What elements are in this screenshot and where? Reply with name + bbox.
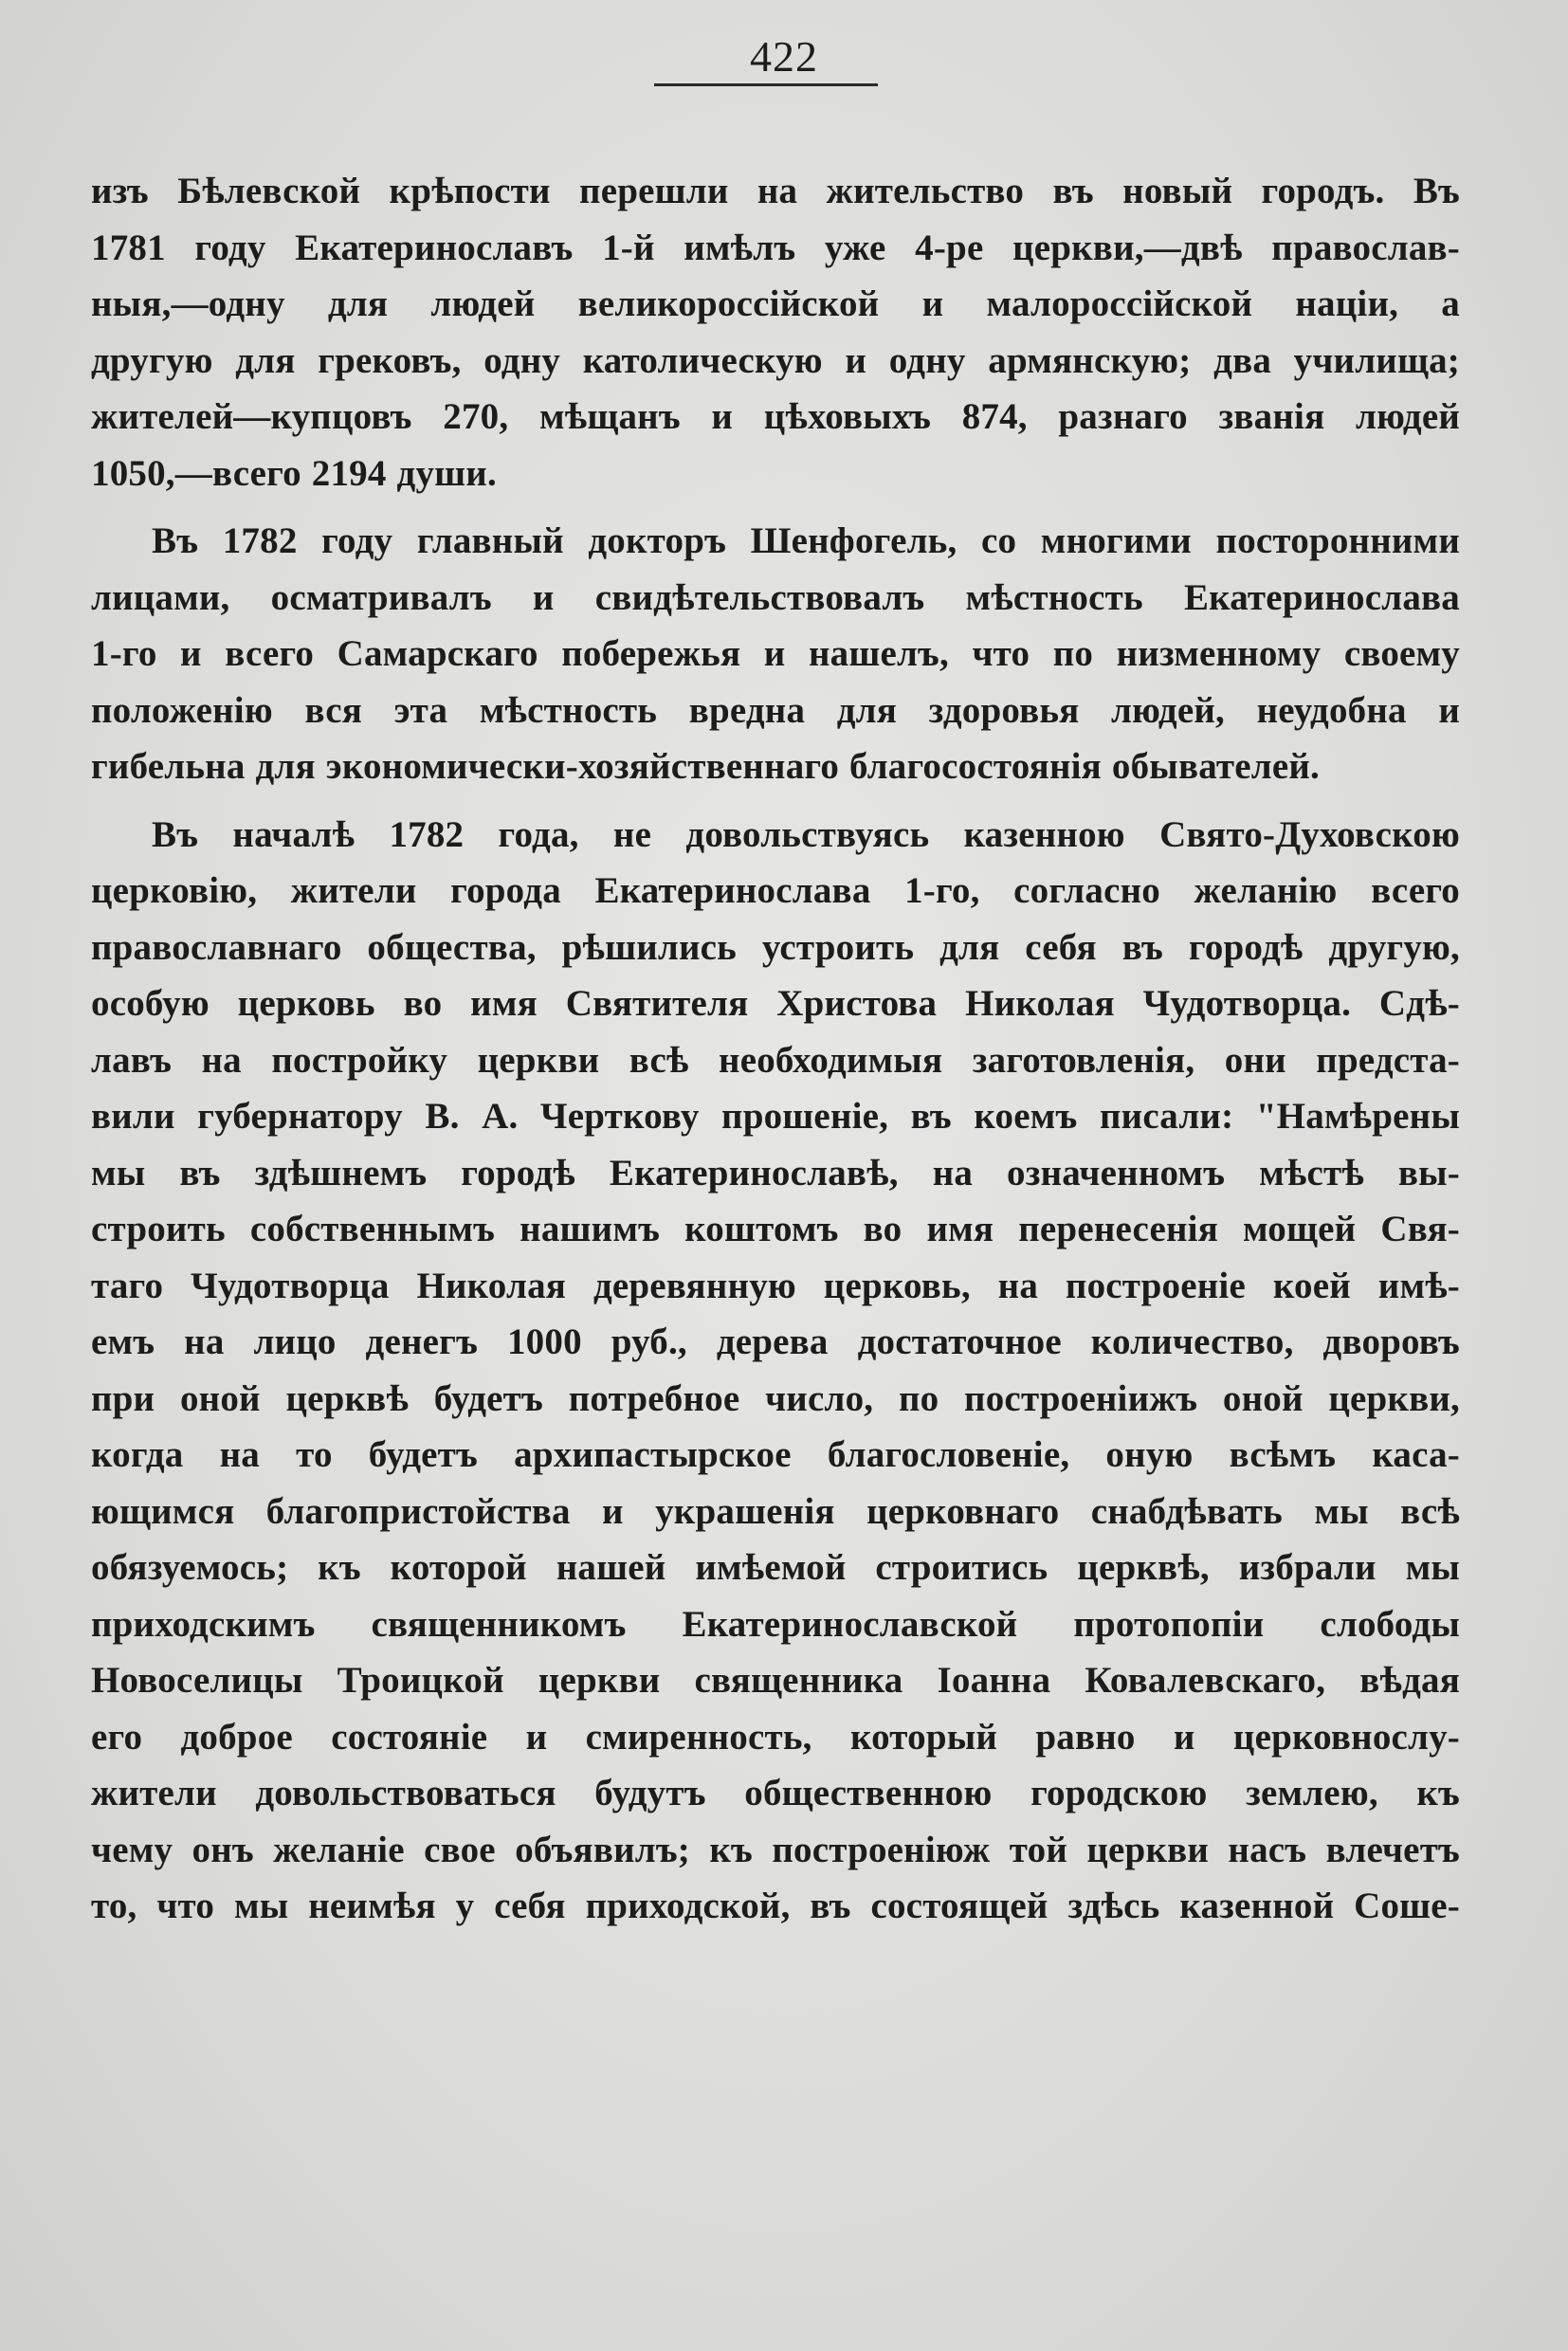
text-line: емъ на лицо денегъ 1000 руб., дерева достаточное количество, дворовъ	[91, 1321, 1460, 1362]
text-line: строить собственнымъ нашимъ коштомъ во имя перенесенія мощей Свя-	[91, 1209, 1460, 1249]
page-number: 422	[750, 32, 818, 81]
text-line: вили губернатору В. А. Черткову прошеніе, въ коемъ писали: "Намѣрены	[91, 1096, 1460, 1137]
text-line: Въ началѣ 1782 года, не довольствуясь казенною Свято-Духовскою	[152, 813, 1460, 855]
text-line: ющимся благопристойства и украшенія церковнаго снабдѣвать мы всѣ	[91, 1490, 1460, 1532]
text-line: жители довольствоваться будутъ общественною городскою землею, къ	[91, 1773, 1460, 1813]
text-line: ныя,—одну для людей великороссійской и малороссійской націи, а	[91, 283, 1460, 324]
text-line: 1-го и всего Самарскаго побережья и нашелъ, что по низменному своему	[91, 633, 1460, 674]
text-line: таго Чудотворца Николая деревянную церковь, на построеніе коей имѣ-	[91, 1265, 1460, 1306]
text-line: православнаго общества, рѣшились устроить для себя въ городѣ другую,	[91, 926, 1460, 968]
text-line: то, что мы неимѣя у себя приходской, въ состоящей здѣсь казенной Соше-	[91, 1886, 1460, 1926]
body-text	[91, 163, 1460, 1935]
text-line: другую для грековъ, одну католическую и одну армянскую; два училища;	[91, 339, 1460, 381]
text-line: его доброе состояніе и смиренность, который равно и церковнослу-	[91, 1716, 1460, 1758]
paragraph-gap	[91, 795, 1460, 807]
text-line: гибельна для экономически-хозяйственнаго благосостоянія обывателей.	[91, 746, 1320, 787]
text-line: жителей—купцовъ 270, мѣщанъ и цѣховыхъ 874, разнаго званія людей	[91, 396, 1460, 437]
text-line: мы въ здѣшнемъ городѣ Екатеринославѣ, на означенномъ мѣстѣ вы-	[91, 1152, 1460, 1194]
text-line: положенію вся эта мѣстность вредна для здоровья людей, неудобна и	[91, 689, 1460, 731]
text-line: лицами, осматривалъ и свидѣтельствовалъ мѣстность Екатеринослава	[91, 576, 1460, 618]
text-line: изъ Бѣлевской крѣпости перешли на жительство въ новый городъ. Въ	[91, 171, 1460, 211]
text-line: церковію, жители города Екатеринослава 1-го, согласно желанію всего	[91, 870, 1460, 911]
text-line: при оной церквѣ будетъ потребное число, по построеніижъ оной церкви,	[91, 1377, 1460, 1419]
text-line: чему онъ желаніе свое объявилъ; къ построеніюж той церкви насъ влечетъ	[91, 1829, 1460, 1870]
paragraph	[91, 513, 1460, 795]
paragraph	[91, 163, 1460, 501]
paragraph-gap	[91, 501, 1460, 513]
text-line: обязуемось; къ которой нашей имѣемой строитись церквѣ, избрали мы	[91, 1547, 1460, 1588]
text-line: Новоселицы Троицкой церкви священника Іоанна Ковалевскаго, вѣдая	[91, 1660, 1460, 1701]
paragraph	[91, 807, 1460, 1935]
text-line: лавъ на постройку церкви всѣ необходимыя заготовленія, они предста-	[91, 1039, 1460, 1081]
text-line: особую церковь во имя Святителя Христова Николая Чудотворца. Сдѣ-	[91, 983, 1460, 1024]
text-line: Въ 1782 году главный докторъ Шенфогель, со многими посторонними	[152, 520, 1460, 561]
text-line: приходскимъ священникомъ Екатеринославской протопопіи слободы	[91, 1603, 1460, 1645]
text-line: 1781 году Екатеринославъ 1-й имѣлъ уже 4-ре церкви,—двѣ православ-	[91, 227, 1460, 268]
page-number-rule	[654, 83, 878, 86]
text-line: 1050,—всего 2194 души.	[91, 452, 497, 494]
text-line: когда на то будетъ архипастырское благословеніе, оную всѣмъ каса-	[91, 1434, 1460, 1475]
